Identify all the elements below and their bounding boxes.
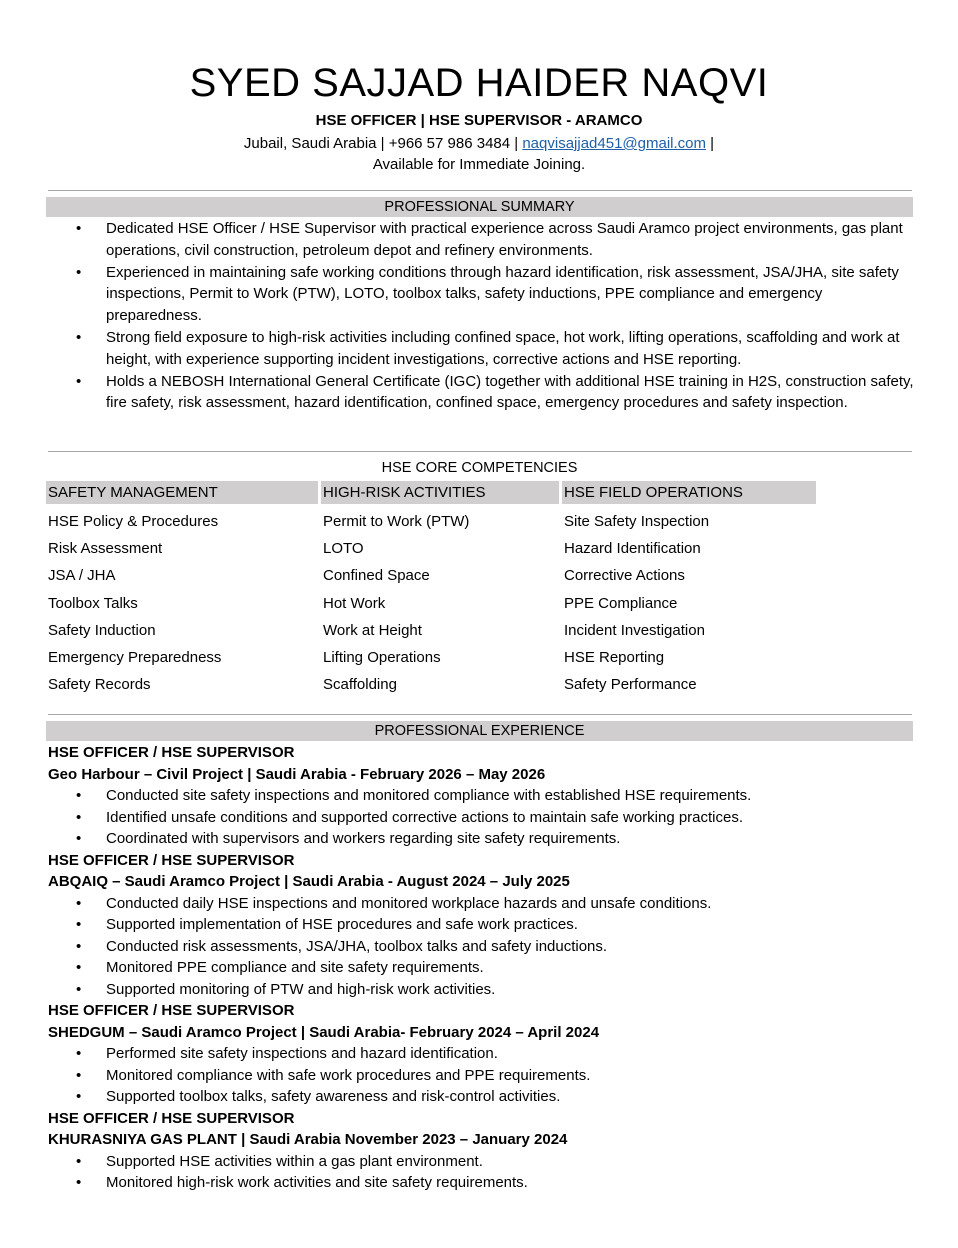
job-subtitle: HSE OFFICER | HSE SUPERVISOR - ARAMCO: [315, 112, 643, 129]
job-duty: • Conducted risk assessments, JSA/JHA, toolbox talks and safety inductions.: [48, 936, 912, 958]
experience-list: [48, 742, 912, 1194]
job-duty: • Performed site safety inspections and hazard identification.: [48, 1043, 912, 1065]
competency-list-safety-management: [48, 508, 221, 698]
competency-list-field-operations: [564, 508, 709, 698]
summary-bullet: • Experienced in maintaining safe working conditions through hazard identification, risk assessment, JSA/JHA, site safety inspections, Permit to Work (PTW), LOTO, toolbox talks, safety inductions, PPE compliance and emergency preparedness.: [0, 262, 958, 327]
competency-item: Safety Records: [48, 676, 151, 694]
job-duties: [48, 785, 912, 850]
competency-item: JSA / JHA: [48, 567, 116, 585]
summary-bullet: • Strong field exposure to high-risk activities including confined space, hot work, lifting operations, scaffolding and work at height, with experience supporting incident investigations, corrective actions and HSE reporting.: [0, 327, 958, 371]
divider: [48, 451, 912, 452]
section-heading-experience: PROFESSIONAL EXPERIENCE: [46, 721, 913, 741]
competency-item: Hot Work: [323, 594, 386, 612]
competency-item: Lifting Operations: [323, 648, 441, 666]
competency-item: Confined Space: [323, 567, 430, 585]
competency-item: HSE Reporting: [564, 648, 665, 666]
competency-item: Safety Performance: [564, 676, 697, 694]
job-duty: • Supported implementation of HSE procedures and safe work practices.: [48, 914, 912, 936]
job-duty: • Monitored PPE compliance and site safety requirements.: [48, 957, 912, 979]
competency-item: Permit to Work (PTW): [323, 513, 470, 530]
summary-list: [0, 218, 958, 414]
competency-column-title: HIGH-RISK ACTIVITIES: [321, 481, 559, 504]
job-duty: • Conducted site safety inspections and monitored compliance with established HSE requirements.: [48, 785, 912, 807]
job-title: HSE OFFICER / HSE SUPERVISOR: [48, 1109, 295, 1127]
job-duties: [48, 1043, 912, 1108]
divider: [48, 714, 912, 715]
competency-item: Work at Height: [323, 621, 422, 639]
job-duty: • Coordinated with supervisors and workers regarding site safety requirements.: [48, 828, 912, 850]
contact-location-phone: Jubail, Saudi Arabia | +966 57 986 3484 |: [243, 135, 519, 152]
competency-item: Toolbox Talks: [48, 594, 138, 612]
job-duty: • Identified unsafe conditions and supported corrective actions to maintain safe working practices.: [48, 807, 912, 829]
competency-item: Emergency Preparedness: [48, 648, 222, 666]
competency-item: Hazard Identification: [564, 540, 701, 558]
experience-entry: [48, 1108, 912, 1194]
contact-line: [0, 133, 958, 154]
section-heading-competencies: HSE CORE COMPETENCIES: [381, 460, 578, 476]
job-duties: [48, 893, 912, 1001]
contact-separator: |: [710, 135, 715, 152]
competency-item: Site Safety Inspection: [564, 513, 710, 530]
competency-item: PPE Compliance: [564, 594, 678, 612]
job-company: SHEDGUM – Saudi Aramco Project | Saudi Arabia- February 2024 – April 2024: [48, 1023, 600, 1041]
job-duty: • Supported HSE activities within a gas plant environment.: [48, 1151, 912, 1173]
job-title: HSE OFFICER / HSE SUPERVISOR: [48, 744, 295, 761]
job-duty: • Monitored compliance with safe work procedures and PPE requirements.: [48, 1065, 912, 1087]
competency-item: Scaffolding: [323, 676, 397, 694]
job-duties: [48, 1151, 912, 1194]
competency-item: Safety Induction: [48, 621, 156, 639]
competency-item: Corrective Actions: [564, 567, 685, 585]
availability-note: Available for Immediate Joining.: [372, 156, 586, 173]
job-company: KHURASNIYA GAS PLANT | Saudi Arabia November 2023 – January 2024: [48, 1131, 568, 1148]
summary-bullet: • Holds a NEBOSH International General Certificate (IGC) together with additional HSE training in H2S, construction safety, fire safety, risk assessment, hazard identification, confined space, emergency procedures and safety inspection.: [0, 371, 958, 415]
experience-entry: [48, 850, 912, 1001]
job-title: HSE OFFICER / HSE SUPERVISOR: [48, 1002, 295, 1019]
experience-entry: [48, 1000, 912, 1108]
competency-item: Incident Investigation: [564, 621, 705, 639]
job-title: HSE OFFICER / HSE SUPERVISOR: [48, 851, 295, 869]
job-company: ABQAIQ – Saudi Aramco Project | Saudi Arabia - August 2024 – July 2025: [48, 873, 570, 890]
job-duty: • Supported monitoring of PTW and high-risk work activities.: [48, 979, 912, 1001]
competency-column-title: HSE FIELD OPERATIONS: [562, 481, 816, 504]
job-duty: • Monitored high-risk work activities and site safety requirements.: [48, 1172, 912, 1194]
job-company: Geo Harbour – Civil Project | Saudi Arabia - February 2026 – May 2026: [48, 765, 546, 783]
candidate-name: SYED SAJJAD HAIDER NAQVI: [189, 61, 769, 105]
experience-entry: [48, 742, 912, 850]
competency-item: Risk Assessment: [48, 540, 163, 558]
job-duty: • Supported toolbox talks, safety awareness and risk-control activities.: [48, 1086, 912, 1108]
section-heading-summary: PROFESSIONAL SUMMARY: [46, 197, 913, 217]
competency-column-title: SAFETY MANAGEMENT: [46, 481, 318, 504]
competency-item: HSE Policy & Procedures: [48, 513, 219, 530]
job-duty: • Conducted daily HSE inspections and monitored workplace hazards and unsafe conditions.: [48, 893, 912, 915]
email-link[interactable]: naqvisajjad451@gmail.com: [522, 135, 706, 152]
competency-item: LOTO: [323, 540, 364, 558]
summary-bullet: • Dedicated HSE Officer / HSE Supervisor with practical experience across Saudi Aramco project environments, gas plant operations, civil construction, petroleum depot and refinery environments.: [0, 218, 958, 262]
competency-list-high-risk: [323, 508, 469, 698]
divider: [48, 190, 912, 191]
